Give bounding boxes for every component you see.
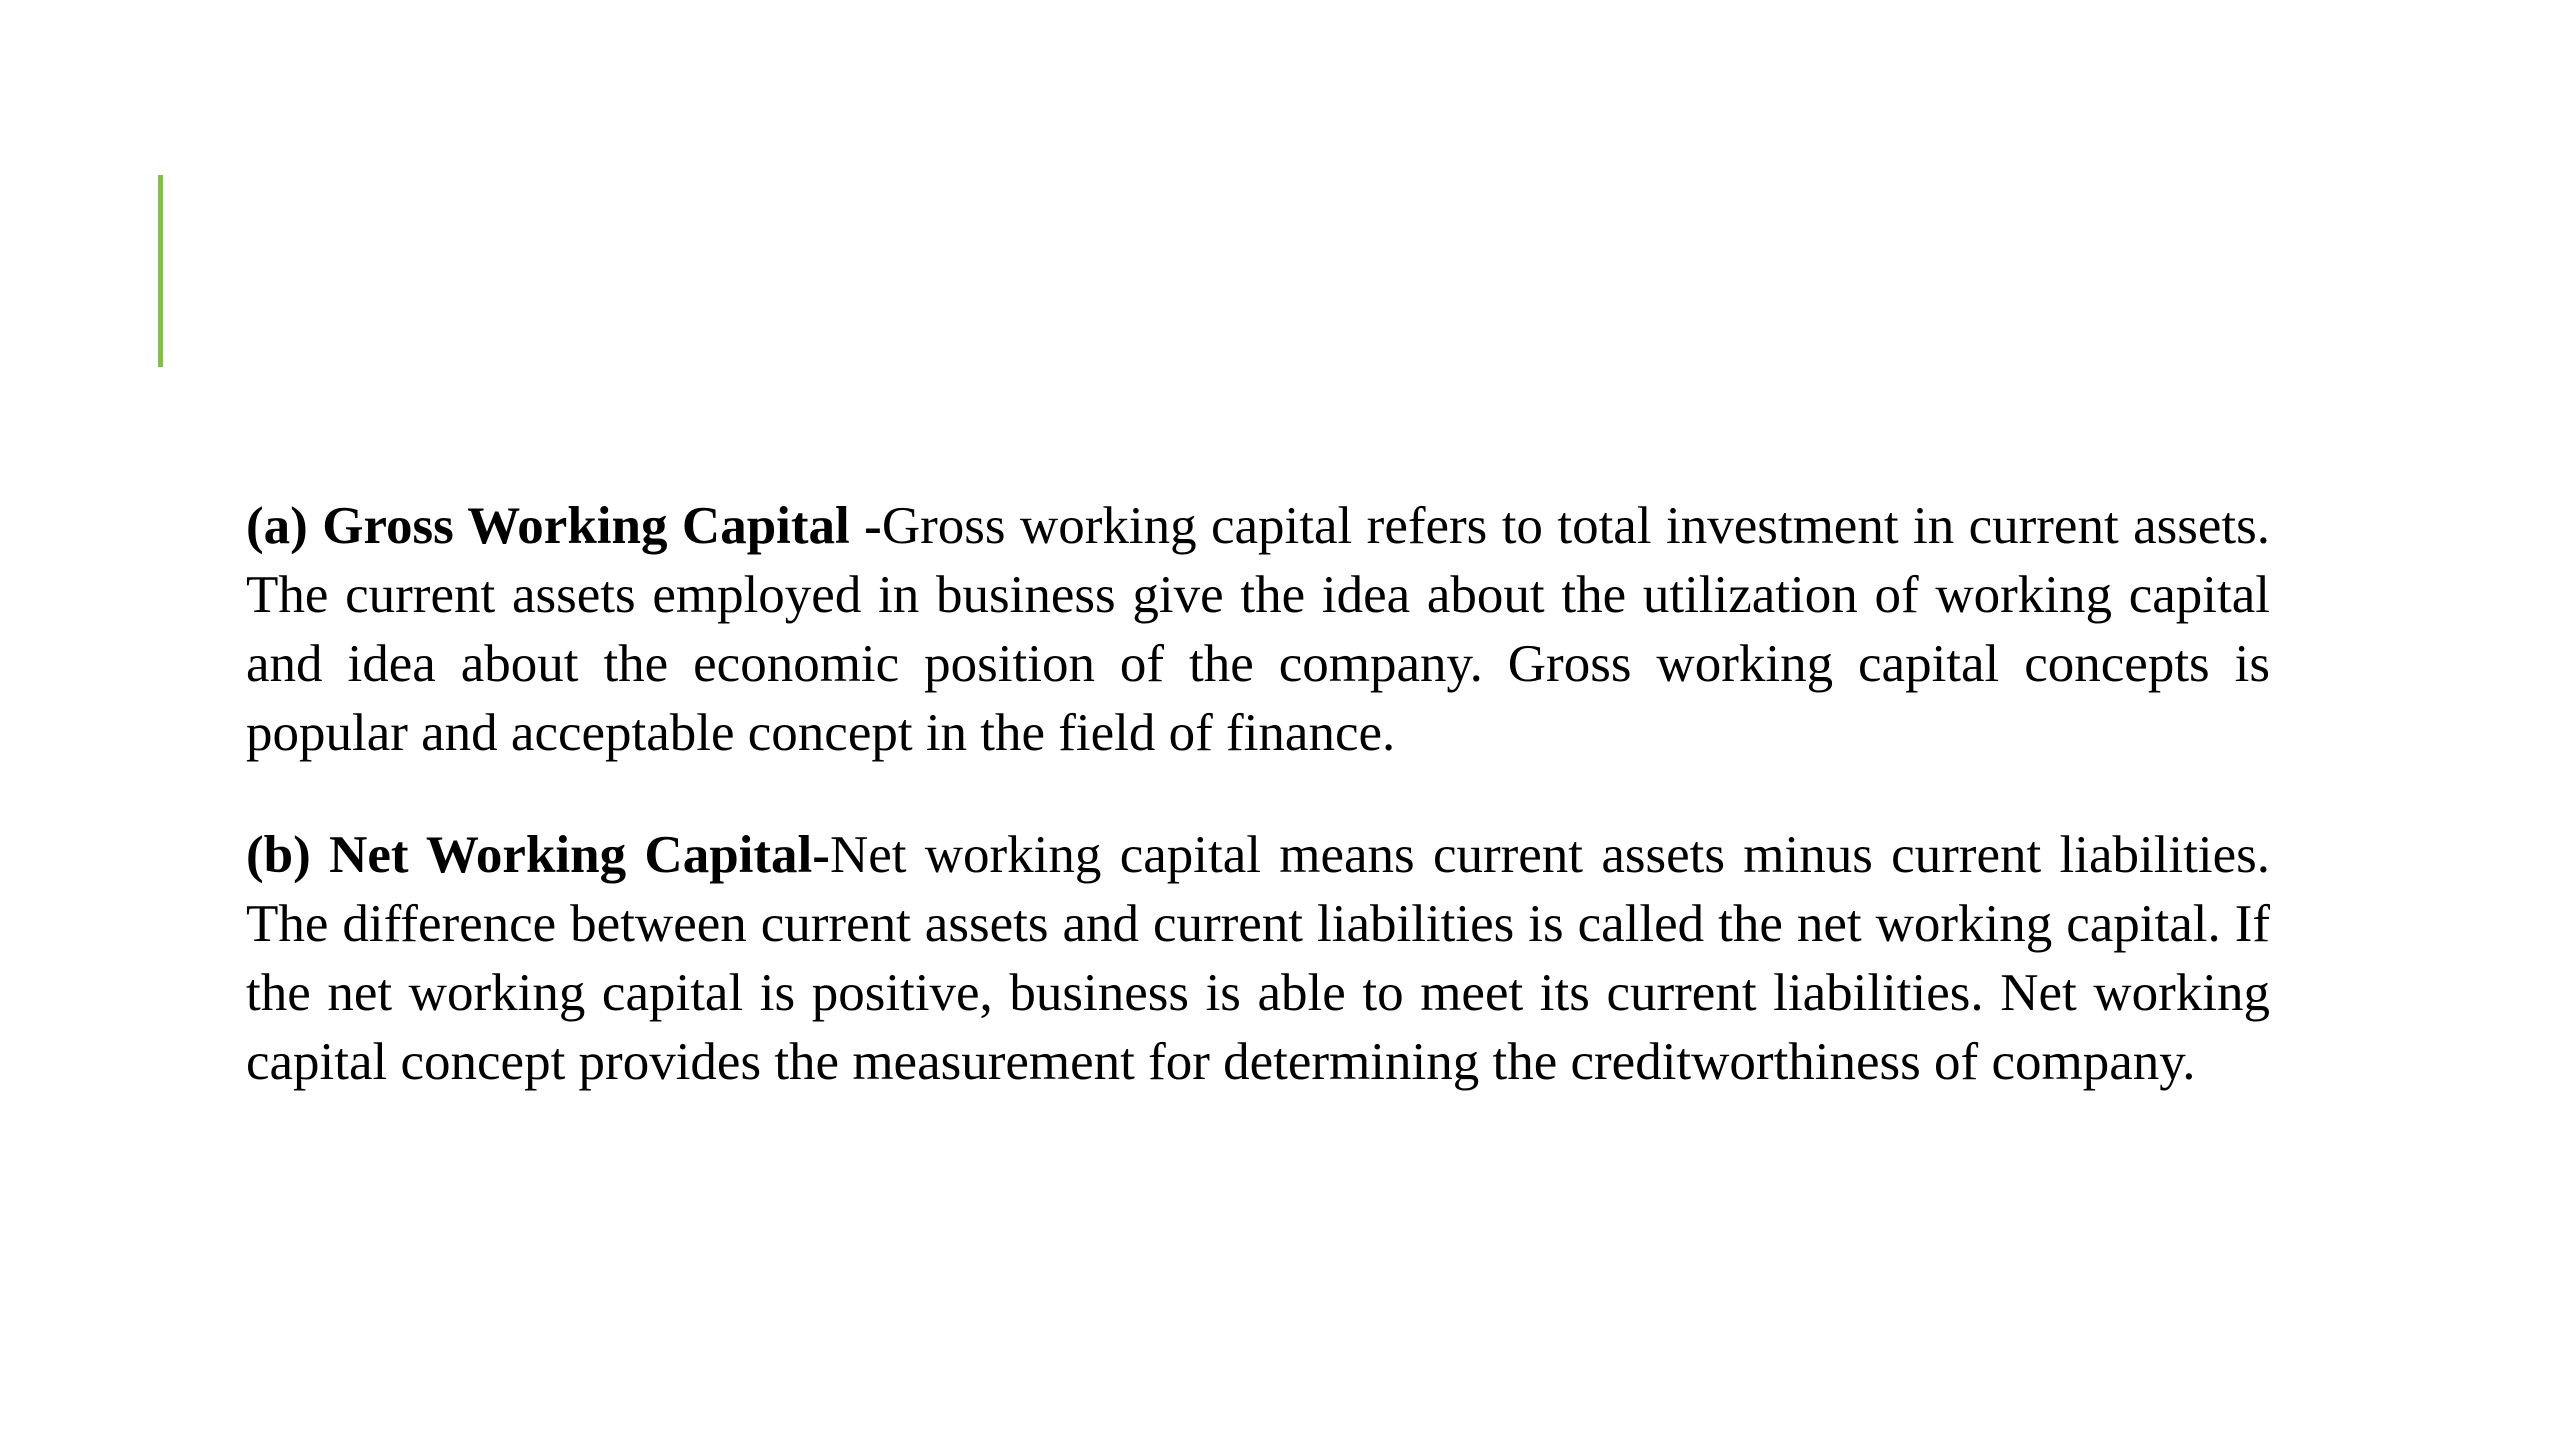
accent-bar: [158, 175, 163, 367]
paragraph-lead: (a) Gross Working Capital -: [246, 497, 882, 555]
slide-content: [246, 492, 2270, 1097]
paragraph-body: Gross working capital refers to total investment in current assets. The current assets employed in business give the idea about the utilization of working capital and idea about the economic position of the company. Gross working capital concepts is popular and acceptable concept in the field of finance.: [246, 497, 2270, 762]
paragraph-net-working-capital: [246, 821, 2270, 1097]
paragraph-gross-working-capital: [246, 492, 2270, 768]
paragraph-body: Net working capital means current assets minus current liabilities. The difference between current assets and current liabilities is called the net working capital. If the net working capital is positive, business is able to meet its current liabilities. Net working capital concept provides the measurement for determining the creditworthiness of company.: [246, 826, 2270, 1091]
paragraph-lead: (b) Net Working Capital-: [246, 826, 830, 884]
